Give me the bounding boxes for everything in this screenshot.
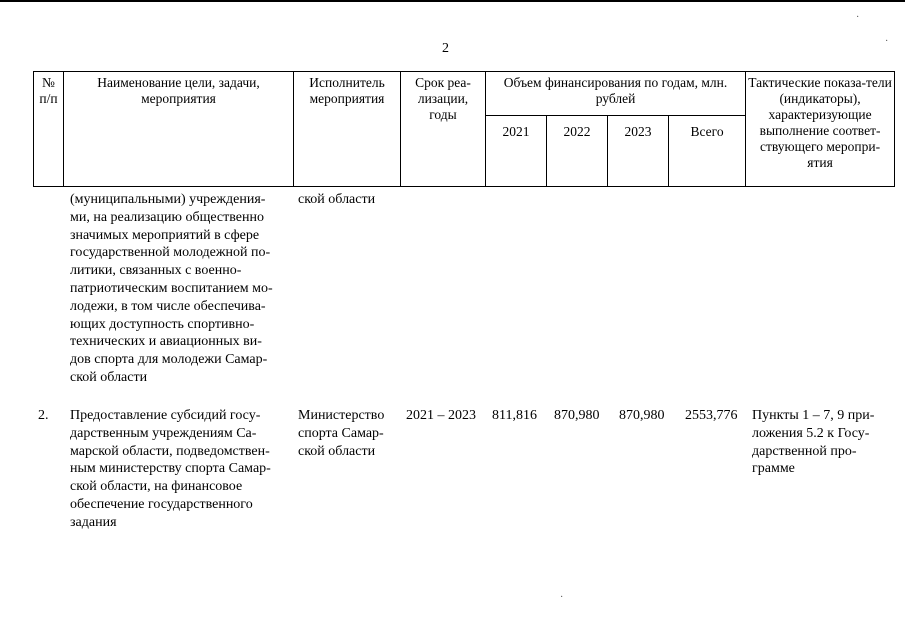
scan-speck: · [885, 36, 889, 47]
text-line: грамме [752, 461, 795, 477]
text-line: спорта Самар- [298, 425, 384, 441]
text-line: ным министерству спорта Самар- [70, 461, 271, 477]
text-line: дарственным учреждениям Са- [70, 425, 257, 441]
scan-speck: · [560, 592, 564, 603]
text-line: государственной молодежной по- [70, 245, 271, 261]
text-line: дов спорта для молодежи Самар- [70, 352, 268, 368]
row-2-term: 2021 – 2023 [406, 408, 476, 423]
row-2-name [70, 407, 292, 532]
row-2-num: 2. [38, 408, 49, 423]
top-border-line [0, 0, 905, 2]
row-2-value-2022: 870,980 [554, 408, 600, 423]
text-line: (муниципальными) учреждения- [70, 192, 266, 207]
text-line: лодежи, в том числе обеспечива- [70, 298, 266, 314]
header-year-2023: 2023 [608, 116, 669, 187]
text-line: ми, на реализацию общественно [70, 209, 264, 225]
row-2-indicators [752, 407, 892, 478]
text-line: литики, связанных с военно- [70, 263, 242, 279]
text-line: дарственной про- [752, 443, 857, 459]
row-2-value-2021: 811,816 [492, 408, 537, 423]
continuation-executor: ской области [298, 192, 376, 207]
text-line: Предоставление субсидий госу- [70, 408, 261, 423]
header-num: № п/п [34, 72, 64, 187]
header-year-total: Всего [669, 116, 746, 187]
text-line: ской области [298, 443, 376, 459]
row-2-executor [298, 407, 402, 460]
header-year-2022: 2022 [547, 116, 608, 187]
header-financing: Объем финансирования по годам, млн. рублей [486, 72, 746, 116]
text-line: технических и авиационных ви- [70, 334, 262, 350]
text-line: задания [70, 514, 117, 530]
page-number: 2 [442, 41, 449, 56]
table-header [33, 71, 895, 187]
row-2-value-total: 2553,776 [685, 408, 738, 423]
text-line: ющих доступность спортивно- [70, 316, 255, 332]
header-executor: Исполнитель мероприятия [294, 72, 401, 187]
scan-speck: · [856, 12, 860, 23]
header-year-2021: 2021 [486, 116, 547, 187]
text-line: ложения 5.2 к Госу- [752, 425, 870, 441]
text-line: марской области, подведомствен- [70, 443, 270, 459]
header-term: Срок реа-лизации, годы [401, 72, 486, 187]
text-line: обеспечение государственного [70, 496, 253, 512]
text-line: Министерство [298, 408, 385, 423]
text-line: патриотическим воспитанием мо- [70, 280, 273, 296]
text-line: ской области [70, 369, 148, 385]
header-name: Наименование цели, задачи, мероприятия [64, 72, 294, 187]
row-2-value-2023: 870,980 [619, 408, 665, 423]
header-indicators: Тактические показа-тели (индикаторы), характеризующие выполнение соответ-ствующего меропри-ятия [746, 72, 895, 187]
text-line: Пункты 1 – 7, 9 при- [752, 408, 875, 423]
continuation-name [70, 191, 292, 387]
text-line: ской области, на финансовое [70, 479, 243, 495]
text-line: значимых мероприятий в сфере [70, 227, 260, 243]
